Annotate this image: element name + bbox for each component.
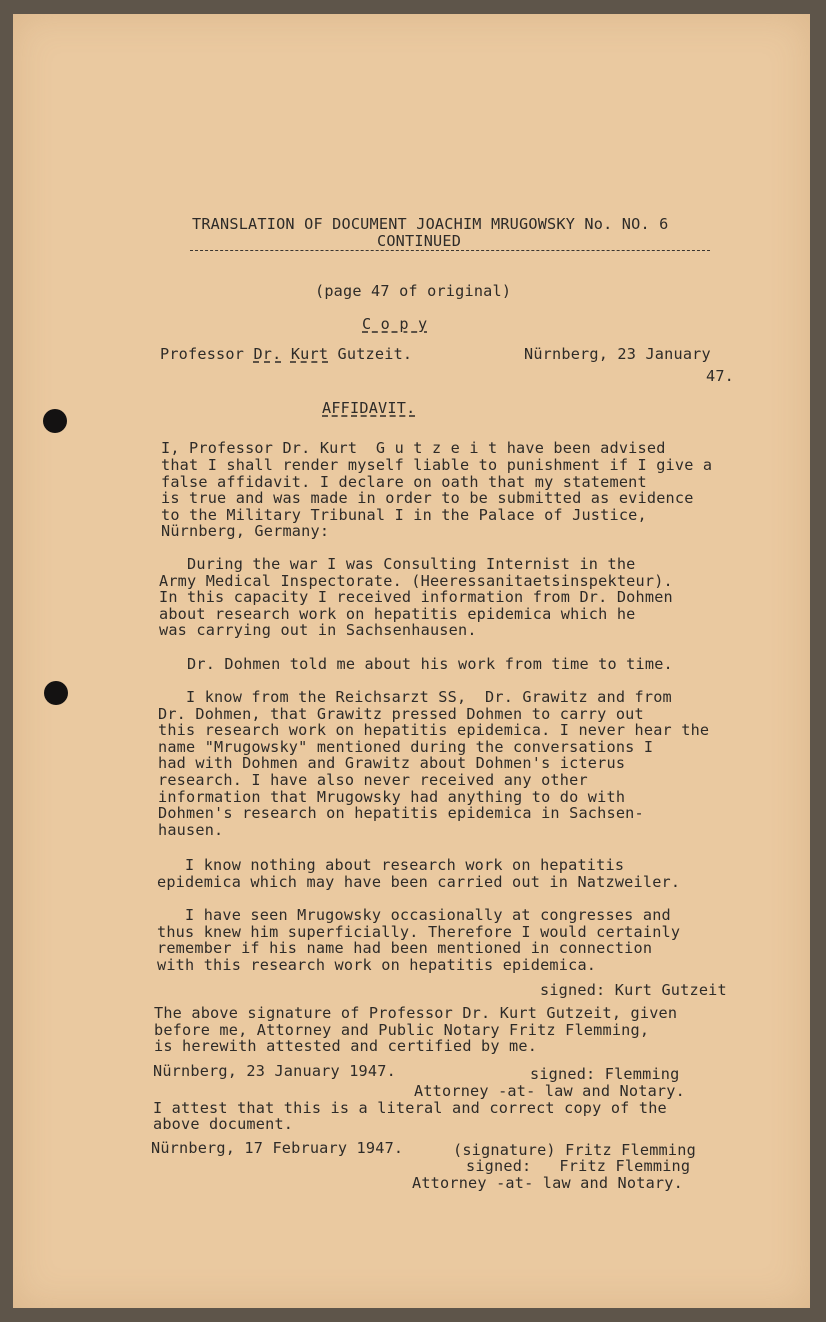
body-line: was carrying out in Sachsenhausen. <box>159 621 477 639</box>
body-line: with this research work on hepatitis epidemica. <box>157 956 597 974</box>
punch-hole <box>44 681 68 705</box>
notary-date: Nürnberg, 23 January 1947. <box>153 1062 396 1080</box>
body-line: thus knew him superficially. Therefore I would certainly <box>157 923 681 941</box>
document-title: TRANSLATION OF DOCUMENT JOACHIM MRUGOWSKY No. NO. 6 <box>192 215 669 233</box>
copy-label: C o p y <box>362 315 428 333</box>
body-line: research. I have also never received any other <box>158 771 588 789</box>
body-line: to the Military Tribunal I in the Palace of Justice, <box>161 506 647 524</box>
body-line: remember if his name had been mentioned in connection <box>157 939 653 957</box>
affidavit-title: AFFIDAVIT. <box>322 399 416 417</box>
signed-line: signed: Fritz Flemming <box>466 1157 691 1175</box>
body-line: epidemica which may have been carried out in Natzweiler. <box>157 873 681 891</box>
page-reference: (page 47 of original) <box>315 282 512 300</box>
body-line: hausen. <box>158 821 224 839</box>
notary-title: Attorney -at- law and Notary. <box>412 1174 683 1192</box>
body-line: name "Mrugowsky" mentioned during the conversations I <box>158 738 654 756</box>
attestation-line: is herewith attested and certified by me. <box>154 1037 538 1055</box>
copy-attestation-line: I attest that this is a literal and correct copy of the <box>153 1099 667 1117</box>
punch-hole <box>43 409 67 433</box>
signature-gutzeit: signed: Kurt Gutzeit <box>540 981 727 999</box>
signature-flemming: signed: Flemming <box>530 1065 680 1083</box>
body-line: In this capacity I received information from Dr. Dohmen <box>159 588 673 606</box>
body-line: this research work on hepatitis epidemica. I never hear the <box>158 721 710 739</box>
body-line: that I shall render myself liable to punishment if I give a <box>161 456 713 474</box>
notary-title: Attorney -at- law and Notary. <box>414 1082 685 1100</box>
body-line: false affidavit. I declare on oath that my statement <box>161 473 647 491</box>
body-line: information that Mrugowsky had anything to do with <box>158 788 626 806</box>
body-line: I have seen Mrugowsky occasionally at congresses and <box>157 906 671 924</box>
signature-line: (signature) Fritz Flemming <box>453 1141 696 1159</box>
title-underline <box>190 250 710 251</box>
body-line: I know nothing about research work on hepatitis <box>157 856 625 874</box>
body-line: Dr. Dohmen told me about his work from time to time. <box>159 655 673 673</box>
attestation-line: The above signature of Professor Dr. Kurt Gutzeit, given <box>154 1004 678 1022</box>
place-date: Nürnberg, 23 January <box>524 345 711 363</box>
body-line: During the war I was Consulting Internist in the <box>159 555 636 573</box>
copy-date: Nürnberg, 17 February 1947. <box>151 1139 404 1157</box>
body-line: Dohmen's research on hepatitis epidemica in Sachsen- <box>158 804 644 822</box>
body-line: I, Professor Dr. Kurt G u t z e i t have been advised <box>161 439 666 457</box>
body-line: I know from the Reichsarzt SS, Dr. Grawitz and from <box>158 688 672 706</box>
body-line: is true and was made in order to be submitted as evidence <box>161 489 694 507</box>
body-line: about research work on hepatitis epidemica which he <box>159 605 636 623</box>
attestation-line: before me, Attorney and Public Notary Fritz Flemming, <box>154 1021 650 1039</box>
place-date-year: 47. <box>706 367 735 385</box>
body-line: Army Medical Inspectorate. (Heeressanitaetsinspekteur). <box>159 572 673 590</box>
author-line: Professor Dr. Kurt Gutzeit. <box>160 345 413 363</box>
document-title-continued: CONTINUED <box>377 232 462 250</box>
copy-attestation-line: above document. <box>153 1115 294 1133</box>
body-line: had with Dohmen and Grawitz about Dohmen's icterus <box>158 754 626 772</box>
body-line: Dr. Dohmen, that Grawitz pressed Dohmen to carry out <box>158 705 644 723</box>
body-line: Nürnberg, Germany: <box>161 522 330 540</box>
